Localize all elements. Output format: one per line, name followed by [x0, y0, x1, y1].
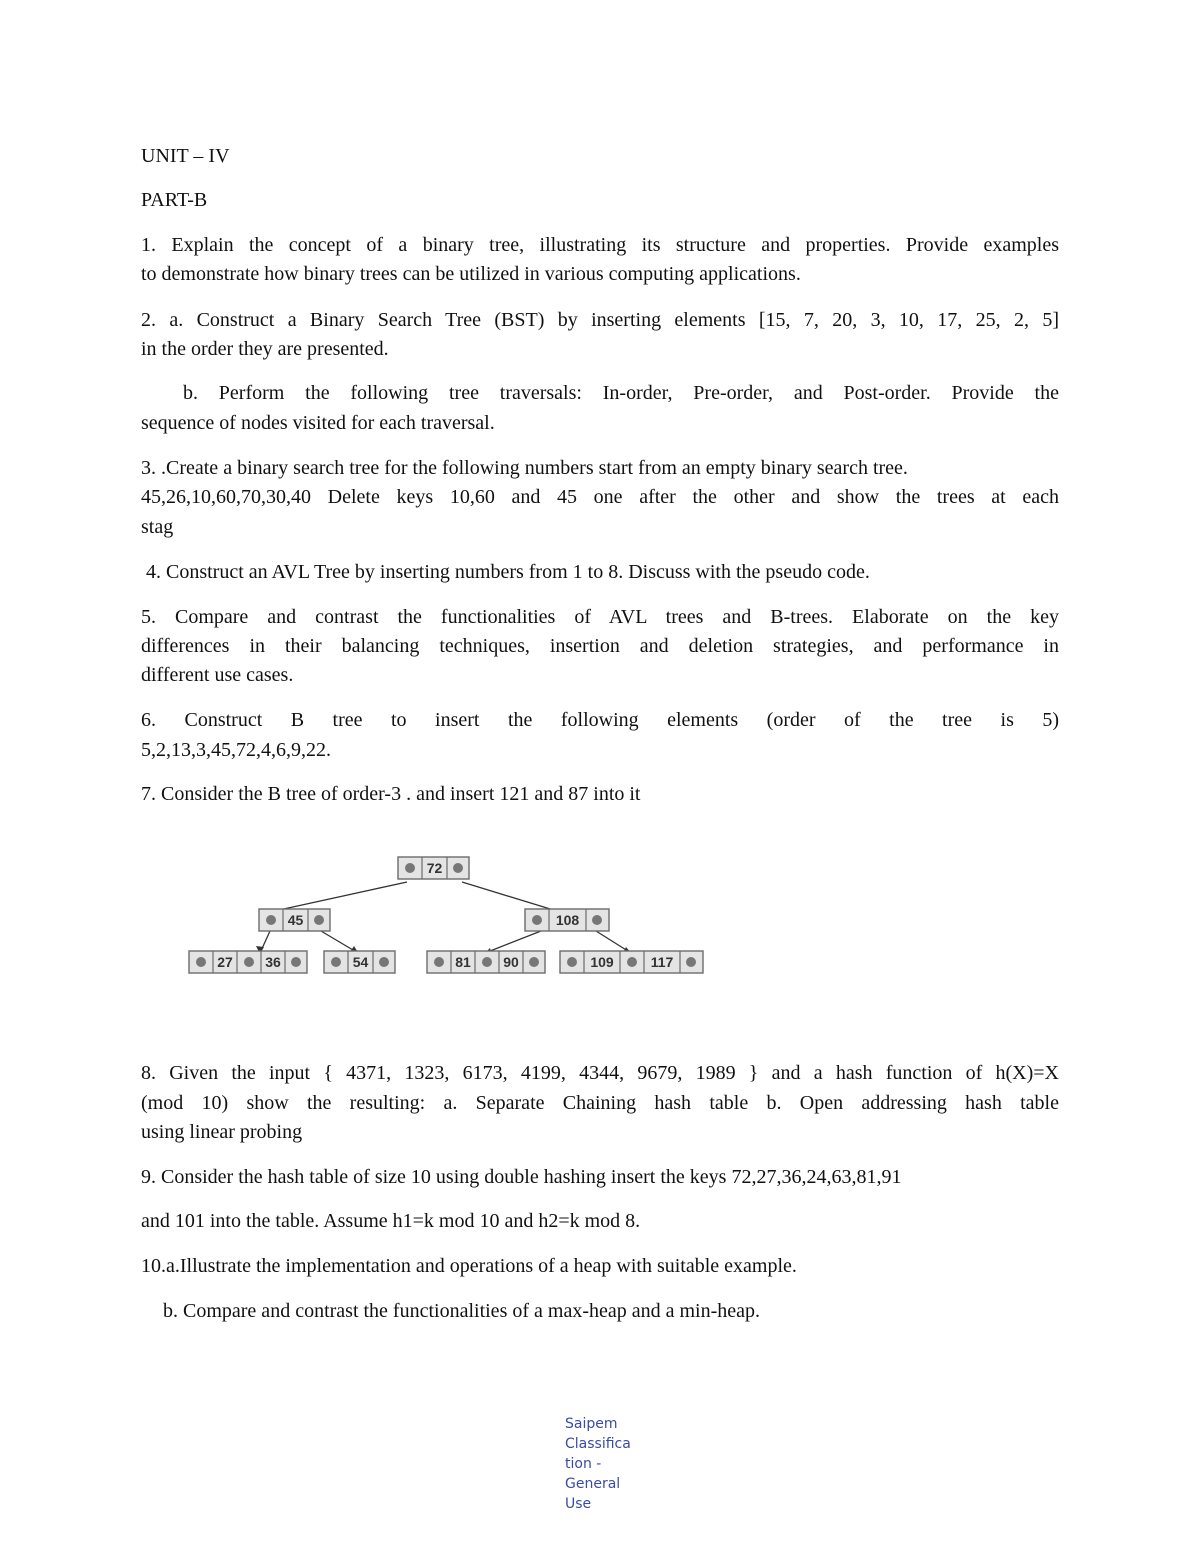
question-3-text: .Create a binary search tree for the following numbers start from an empty binary search tree.: [161, 457, 908, 479]
question-5-line-1: 5. Compare and contrast the functionalities of AVL trees and B-trees. Elaborate on the key: [141, 606, 1059, 628]
pointer-dot: [405, 863, 415, 873]
question-2b-line-2: sequence of nodes visited for each traversal.: [141, 412, 495, 434]
pointer-dot: [291, 957, 301, 967]
pointer-dot: [196, 957, 206, 967]
pointer-dot: [592, 915, 602, 925]
btree-leaf-109-117: [560, 951, 703, 973]
node-key: 45: [287, 912, 304, 928]
node-key: 117: [650, 954, 674, 970]
question-1-line-1: 1. Explain the concept of a binary tree, illustrating its structure and properties. Provide examples: [141, 234, 1059, 256]
btree-leaf-54: [324, 951, 395, 973]
node-key: 90: [503, 954, 519, 970]
btree-leaf-81-90: [427, 951, 545, 973]
pointer-dot: [627, 957, 637, 967]
pointer-dot: [314, 915, 324, 925]
question-8-line-3: using linear probing: [141, 1121, 303, 1143]
node-key: 36: [265, 954, 281, 970]
question-1-line-2: to demonstrate how binary trees can be utilized in various computing applications.: [141, 263, 801, 285]
btree-leaf-27-36: [189, 951, 307, 973]
question-2a-line-2: in the order they are presented.: [141, 338, 389, 360]
edge-root-right: [462, 882, 560, 912]
btree-node-108: [525, 909, 609, 931]
edge-root-left: [270, 882, 407, 912]
pointer-dot: [379, 957, 389, 967]
pointer-dot: [532, 915, 542, 925]
question-9-line-1: 9. Consider the hash table of size 10 using double hashing insert the keys 72,27,36,24,63,81,91: [141, 1166, 902, 1188]
question-10a: 10.a.Illustrate the implementation and operations of a heap with suitable example.: [141, 1255, 797, 1277]
btree-figure: [185, 852, 715, 984]
part-heading: PART-B: [141, 189, 208, 211]
question-3-line-3: stag: [141, 516, 174, 538]
pointer-dot: [331, 957, 341, 967]
btree-node-root: [398, 857, 469, 879]
question-3-number: 3.: [141, 457, 156, 479]
unit-heading: UNIT – IV: [141, 145, 230, 167]
pointer-dot: [567, 957, 577, 967]
node-key: 108: [555, 912, 580, 928]
btree-node-45: [259, 909, 330, 931]
question-8-line-2: (mod 10) show the resulting: a. Separate Chaining hash table b. Open addressing hash table: [141, 1092, 1059, 1114]
node-key: 27: [217, 954, 233, 970]
question-9-line-2: and 101 into the table. Assume h1=k mod 10 and h2=k mod 8.: [141, 1210, 641, 1232]
question-4: 4. Construct an AVL Tree by inserting numbers from 1 to 8. Discuss with the pseudo code.: [146, 561, 870, 583]
pointer-dot: [244, 957, 254, 967]
question-2b-line-1: b. Perform the following tree traversals: In-order, Pre-order, and Post-order. Provide the: [183, 382, 1059, 404]
pointer-dot: [453, 863, 463, 873]
pointer-dot: [686, 957, 696, 967]
question-8-line-1: 8. Given the input { 4371, 1323, 6173, 4199, 4344, 9679, 1989 } and a hash function of h(X)=X: [141, 1062, 1059, 1084]
question-3-line-1: [141, 453, 1059, 483]
node-key: 109: [590, 954, 614, 970]
pointer-dot: [482, 957, 492, 967]
node-key: 72: [426, 860, 443, 876]
pointer-dot: [529, 957, 539, 967]
question-5-line-3: different use cases.: [141, 664, 294, 686]
pointer-dot: [434, 957, 444, 967]
pointer-dot: [266, 915, 276, 925]
question-6-line-1: 6. Construct B tree to insert the following elements (order of the tree is 5): [141, 709, 1059, 731]
question-10b: b. Compare and contrast the functionalities of a max-heap and a min-heap.: [163, 1300, 761, 1322]
classification-footer: Saipem Classifica tion - General Use: [565, 1416, 631, 1512]
question-7: 7. Consider the B tree of order-3 . and insert 121 and 87 into it: [141, 783, 641, 805]
question-5-line-2: differences in their balancing techniques, insertion and deletion strategies, and performance in: [141, 635, 1059, 657]
node-key: 81: [455, 954, 471, 970]
edge-108-left: [485, 931, 541, 953]
question-2a-line-1: 2. a. Construct a Binary Search Tree (BST) by inserting elements [15, 7, 20, 3, 10, 17, 25, 2, 5]: [141, 309, 1059, 331]
question-6-line-2: 5,2,13,3,45,72,4,6,9,22.: [141, 739, 331, 761]
question-3-line-2: 45,26,10,60,70,30,40 Delete keys 10,60 and 45 one after the other and show the trees at each: [141, 486, 1059, 508]
node-key: 54: [352, 954, 369, 970]
